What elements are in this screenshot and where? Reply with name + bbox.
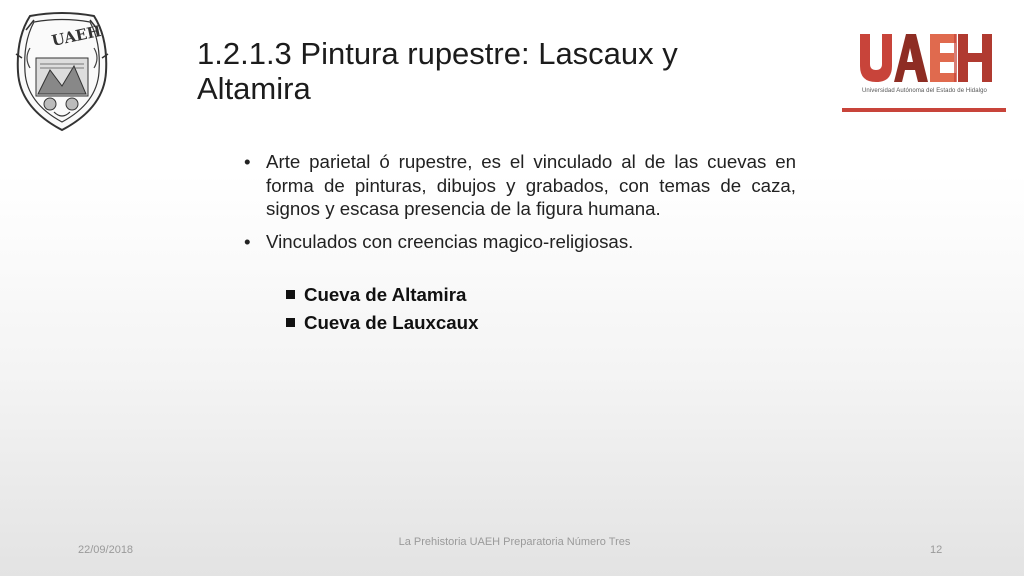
sub-list: [240, 281, 796, 337]
sub-list-item: [285, 281, 796, 309]
bullet-text: Arte parietal ó rupestre, es el vinculado al de las cuevas en forma de pinturas, dibujos y grabados, con temas de caza, signos y escasa presencia de la figura humana.: [266, 151, 796, 219]
bullet-dot-icon: •: [244, 151, 251, 172]
bullet-dot-icon: •: [244, 230, 251, 252]
square-bullet-icon: [286, 290, 295, 299]
uaeh-brand-logo: [842, 14, 1006, 114]
seal-graphic: [10, 8, 114, 136]
brand-accent-bar: [842, 108, 1006, 112]
brand-text: UAEH: [902, 28, 905, 29]
square-bullet-icon: [286, 318, 295, 327]
sub-list-item: [285, 309, 796, 337]
bullet-item: [240, 230, 796, 254]
seal-text: UAEH: [50, 21, 103, 50]
footer-date: 22/09/2018: [78, 544, 134, 556]
sub-item-text: Cueva de Altamira: [304, 284, 467, 305]
slide-number: 12: [930, 544, 943, 556]
slide-content: [240, 150, 796, 337]
slide-title: 1.2.1.3 Pintura rupestre: Lascaux y Altamira: [197, 36, 678, 106]
footer-text: La Prehistoria UAEH Preparatoria Número Tres: [398, 536, 631, 548]
sub-item-text: Cueva de Lauxcaux: [304, 312, 479, 333]
uaeh-wordmark: [842, 14, 1006, 86]
university-seal-logo: [10, 8, 114, 136]
bullet-item: [240, 150, 796, 221]
brand-subtitle: Universidad Autónoma del Estado de Hidalgo: [862, 88, 987, 94]
bullet-text: Vinculados con creencias magico-religiosas.: [266, 230, 634, 252]
